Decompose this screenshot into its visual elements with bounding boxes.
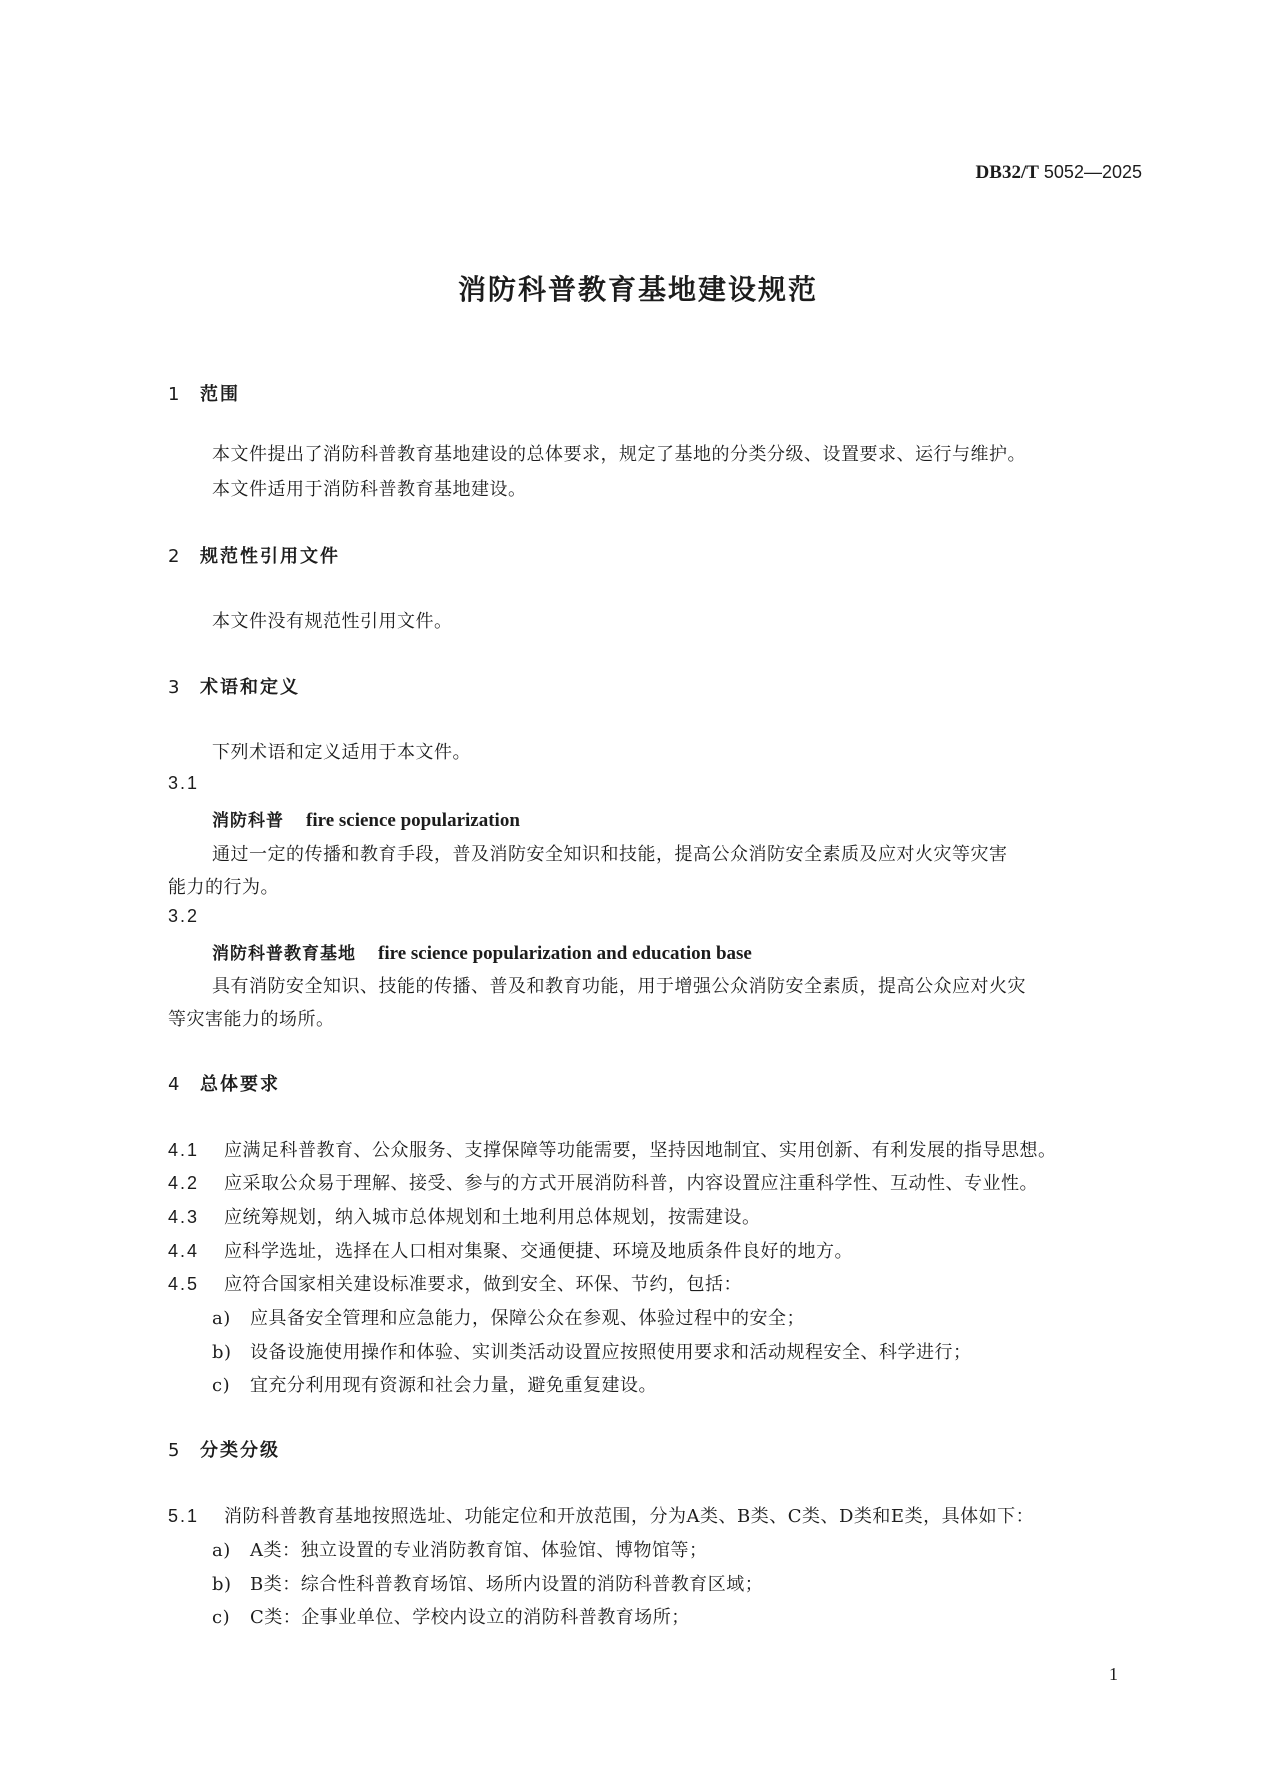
section-2-heading: 2 规范性引用文件: [168, 546, 340, 567]
s1-paragraph-2: 本文件适用于消防科普教育基地建设。: [212, 479, 527, 500]
section-4-heading: 4 总体要求: [168, 1074, 280, 1095]
list-item: b) 设备设施使用操作和体验、实训类活动设置应按照使用要求和活动规程安全、科学进行；: [212, 1342, 972, 1363]
list-item: a) 应具备安全管理和应急能力，保障公众在参观、体验过程中的安全；: [212, 1308, 805, 1329]
clause-4-1: 4.1 应满足科普教育、公众服务、支撑保障等功能需要，坚持因地制宜、实用创新、有利发展的指导思想。: [168, 1140, 1057, 1161]
clause-4-3: 4.3 应统筹规划，纳入城市总体规划和土地利用总体规划，按需建设。: [168, 1207, 761, 1228]
clause-4-4: 4.4 应科学选址，选择在人口相对集聚、交通便捷、环境及地质条件良好的地方。: [168, 1241, 853, 1262]
term-title: 消防科普教育基地 fire science popularization and education base: [212, 943, 752, 964]
term-number: 3.1: [168, 773, 200, 793]
term-definition: 通过一定的传播和教育手段，普及消防安全知识和技能，提高公众消防安全素质及应对火灾等灾害: [212, 844, 1008, 865]
page-number: 1: [1109, 1664, 1118, 1684]
list-item: b) B类：综合性科普教育场馆、场所内设置的消防科普教育区域；: [212, 1574, 764, 1595]
term-definition-continued: 等灾害能力的场所。: [168, 1009, 335, 1030]
term-number: 3.2: [168, 906, 200, 926]
list-item: a) A类：独立设置的专业消防教育馆、体验馆、博物馆等；: [212, 1540, 708, 1561]
section-5-heading: 5 分类分级: [168, 1440, 280, 1461]
clause-4-5: 4.5 应符合国家相关建设标准要求，做到安全、环保、节约，包括：: [168, 1274, 742, 1295]
clause-5-1: 5.1 消防科普教育基地按照选址、功能定位和开放范围，分为A类、B类、C类、D类和E类，具体如下：: [168, 1506, 1035, 1527]
section-3-heading: 3 术语和定义: [168, 677, 300, 698]
term-definition: 具有消防安全知识、技能的传播、普及和教育功能，用于增强公众消防安全素质，提高公众应对火灾: [212, 976, 1026, 997]
s3-intro: 下列术语和定义适用于本文件。: [212, 742, 471, 763]
term-title: 消防科普 fire science popularization: [212, 810, 520, 831]
term-definition-continued: 能力的行为。: [168, 877, 279, 898]
clause-4-2: 4.2 应采取公众易于理解、接受、参与的方式开展消防科普，内容设置应注重科学性、互动性、专业性。: [168, 1173, 1038, 1194]
document-title: 消防科普教育基地建设规范: [457, 273, 818, 306]
document-number: DB32/T 5052—2025: [975, 162, 1142, 183]
list-item: c) C类：企事业单位、学校内设立的消防科普教育场所；: [212, 1607, 690, 1628]
list-item: c) 宜充分利用现有资源和社会力量，避免重复建设。: [212, 1375, 657, 1396]
section-1-heading: 1 范围: [168, 384, 240, 405]
s1-paragraph-1: 本文件提出了消防科普教育基地建设的总体要求，规定了基地的分类分级、设置要求、运行与维护。: [212, 444, 1026, 465]
s2-paragraph-1: 本文件没有规范性引用文件。: [212, 611, 453, 632]
